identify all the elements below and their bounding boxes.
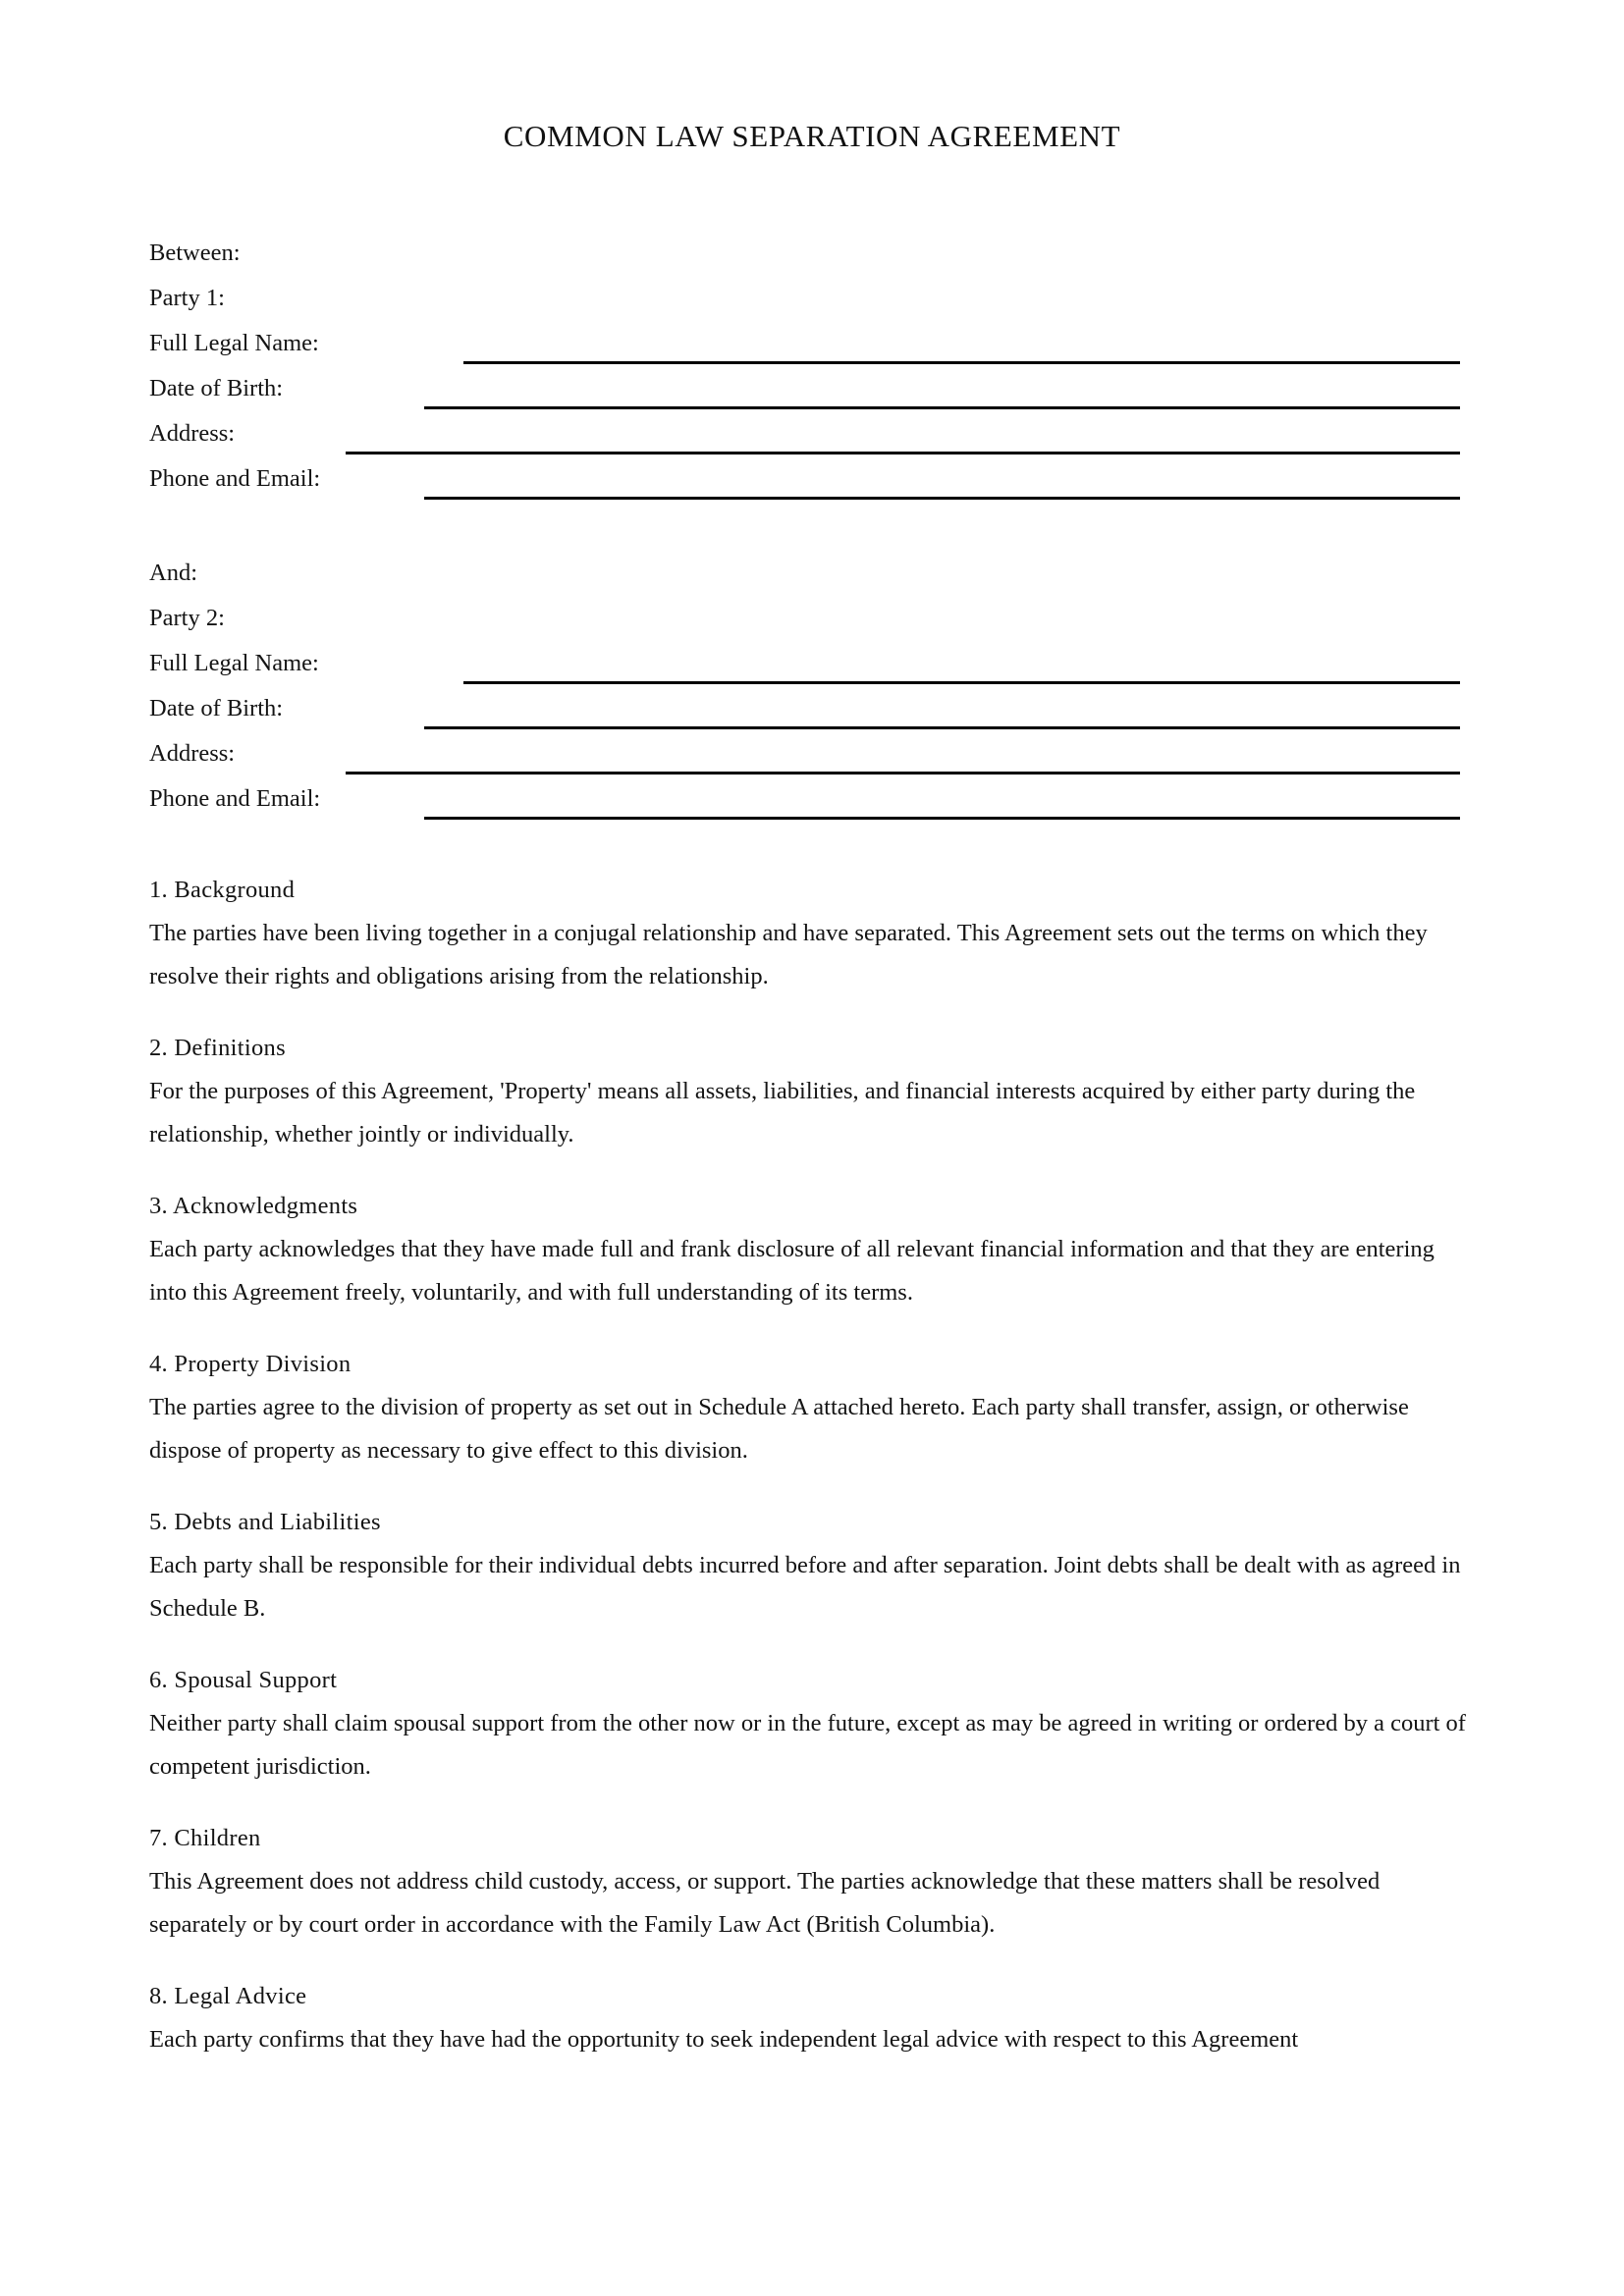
page-title: COMMON LAW SEPARATION AGREEMENT [503, 119, 1121, 153]
party-2-heading: Party 2: [149, 605, 225, 631]
clause-1-background [149, 869, 1473, 998]
clause-6-heading: 6. Spousal Support [149, 1667, 338, 1693]
party-2-phone-and-email-input[interactable] [424, 817, 1460, 820]
party-1-full-legal-name-row[interactable] [149, 321, 1485, 366]
clause-6-spousal-support [149, 1659, 1473, 1789]
party-2-full-legal-name-label: Full Legal Name: [149, 650, 319, 676]
party-1-date-of-birth-input[interactable] [424, 406, 1460, 409]
party-2-date-of-birth-row[interactable] [149, 686, 1485, 731]
clause-3-acknowledgments [149, 1185, 1473, 1314]
clause-4-heading: 4. Property Division [149, 1351, 352, 1377]
clause-1-body: The parties have been living together in a conjugal relationship and have separated. This Agreement sets out the terms on which they resolve their rights and obligations arising from the relationship. [149, 920, 1428, 989]
party-1-phone-and-email-row[interactable] [149, 456, 1485, 502]
party-2-date-of-birth-label: Date of Birth: [149, 695, 284, 721]
clause-7-body: This Agreement does not address child custody, access, or support. The parties acknowledge that these matters shall be resolved separately or by court order in accordance with the Family Law Act (British Columbia). [149, 1868, 1380, 1938]
party-1-phone-and-email-input[interactable] [424, 497, 1460, 500]
clause-5-debts-and-liabilities [149, 1501, 1473, 1630]
clause-8-heading: 8. Legal Advice [149, 1983, 307, 2009]
party-1-block [149, 231, 1485, 502]
party-2-block [149, 551, 1485, 822]
clause-8-body: Each party confirms that they have had the opportunity to seek independent legal advice with respect to this Agreement [149, 2026, 1299, 2053]
party-1-address-label: Address: [149, 420, 236, 447]
party-1-address-row[interactable] [149, 411, 1485, 456]
and-label: And: [149, 560, 197, 586]
party-blocks-spacer [149, 502, 1485, 551]
clause-8-legal-advice [149, 1975, 1473, 2061]
clause-2-heading: 2. Definitions [149, 1035, 286, 1061]
parties-section [149, 231, 1485, 822]
party-1-address-input[interactable] [346, 452, 1460, 454]
party-2-address-input[interactable] [346, 772, 1460, 774]
clause-7-heading: 7. Children [149, 1825, 261, 1851]
clauses-container [149, 869, 1473, 2090]
clause-4-property-division [149, 1343, 1473, 1472]
party-1-date-of-birth-row[interactable] [149, 366, 1485, 411]
party-1-heading: Party 1: [149, 285, 225, 311]
clause-6-body: Neither party shall claim spousal support from the other now or in the future, except as may be agreed in writing or ordered by a court of competent jurisdiction. [149, 1710, 1466, 1780]
clause-1-heading: 1. Background [149, 877, 296, 903]
party-1-phone-and-email-label: Phone and Email: [149, 465, 321, 492]
party-2-address-label: Address: [149, 740, 236, 767]
party-2-full-legal-name-input[interactable] [463, 681, 1460, 684]
party-1-date-of-birth-label: Date of Birth: [149, 375, 284, 401]
party-1-full-legal-name-input[interactable] [463, 361, 1460, 364]
clause-7-children [149, 1817, 1473, 1947]
party-2-address-row[interactable] [149, 731, 1485, 776]
clause-5-body: Each party shall be responsible for their individual debts incurred before and after separation. Joint debts shall be dealt with as agreed in Schedule B. [149, 1552, 1461, 1622]
clause-3-body: Each party acknowledges that they have made full and frank disclosure of all relevant financial information and that they are entering into this Agreement freely, voluntarily, and with full understanding of its terms. [149, 1236, 1435, 1306]
clause-5-heading: 5. Debts and Liabilities [149, 1509, 381, 1535]
party-2-phone-and-email-label: Phone and Email: [149, 785, 321, 812]
clause-3-heading: 3. Acknowledgments [149, 1193, 358, 1219]
clause-2-definitions [149, 1027, 1473, 1156]
party-2-date-of-birth-input[interactable] [424, 726, 1460, 729]
party-2-phone-and-email-row[interactable] [149, 776, 1485, 822]
party-2-full-legal-name-row[interactable] [149, 641, 1485, 686]
clause-2-body: For the purposes of this Agreement, 'Property' means all assets, liabilities, and financial interests acquired by either party during the relationship, whether jointly or individually. [149, 1078, 1416, 1148]
party-1-full-legal-name-label: Full Legal Name: [149, 330, 319, 356]
between-label: Between: [149, 240, 241, 266]
clause-4-body: The parties agree to the division of property as set out in Schedule A attached hereto. Each party shall transfer, assign, or otherwise dispose of property as necessary to give effect to this division. [149, 1394, 1409, 1464]
